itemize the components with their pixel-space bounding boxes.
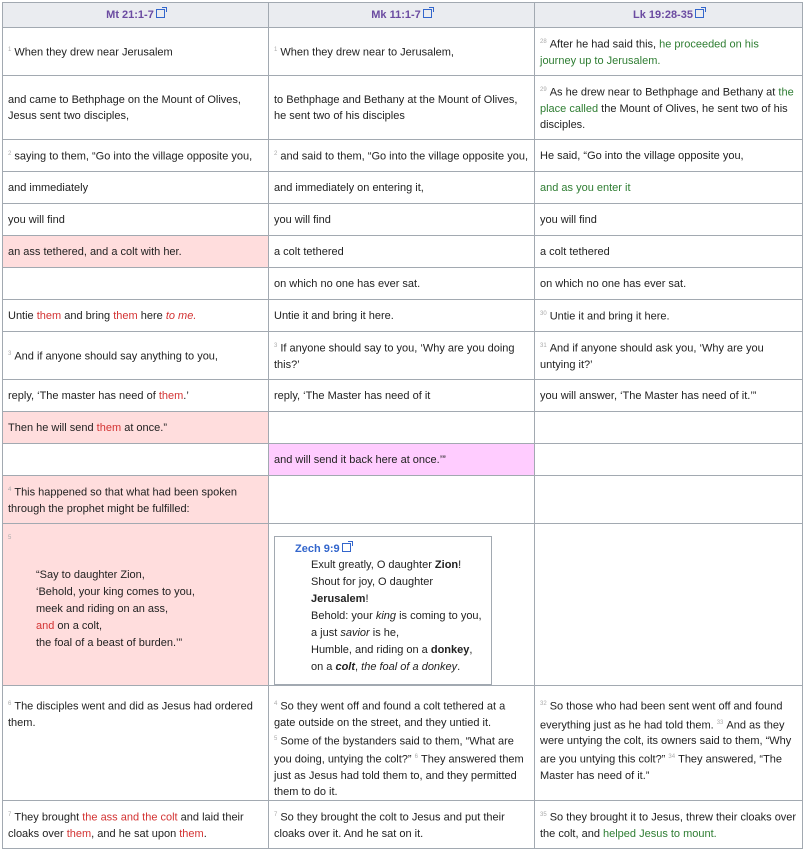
quote-line: ‘Behold, your king comes to you,: [36, 585, 195, 598]
header-lk: [535, 3, 803, 28]
cell-text: Shout for joy, O daughter: [311, 576, 434, 588]
verse-number: 3: [8, 351, 12, 358]
cell-text: And if anyone should ask you, ‘Why are you untying it?’: [540, 342, 764, 371]
cell-lk: [535, 76, 803, 140]
external-link-icon[interactable]: [423, 9, 432, 18]
verse-number: 28: [540, 39, 547, 46]
cell-text-bold: Jerusalem: [311, 593, 366, 605]
quote-line: [311, 608, 491, 625]
cell-text-bold: donkey: [430, 644, 470, 656]
cell-mk: [269, 380, 535, 412]
table-row: [3, 412, 803, 444]
cell-lk: [535, 268, 803, 300]
cell-text-red: and: [36, 619, 55, 632]
cell-text-green: the place called: [540, 86, 794, 115]
header-mk-link[interactable]: Mk 11:1-7: [371, 9, 421, 21]
cell-text: Untie it and bring it here.: [274, 309, 394, 322]
header-mt: [3, 3, 269, 28]
cell-text: reply, ‘The master has need of: [8, 389, 159, 402]
cell-text: They answered them just as Jesus had told them to, and they permitted them to do it.: [274, 753, 524, 798]
cell-text: you will find: [274, 213, 331, 226]
external-link-icon[interactable]: [156, 9, 165, 18]
cell-text: .: [203, 827, 207, 840]
cell-text-italic: the foal of a donkey: [361, 661, 458, 673]
cell-mk: [269, 172, 535, 204]
cell-text: Behold: your: [311, 610, 376, 622]
quote-line: [311, 659, 491, 676]
cell-text: .: [457, 661, 461, 673]
cell-text: So those who had been sent went off and found everything just as he had told them.: [540, 700, 783, 732]
cell-text: a colt tethered: [540, 245, 610, 258]
cell-lk: [535, 236, 803, 268]
prophecy-quote: [8, 549, 263, 652]
cell-text: saying to them, “Go into the village opposite you,: [14, 150, 253, 163]
cell-text-red: to me.: [165, 309, 197, 322]
cell-text: And if anyone should say anything to you,: [14, 350, 218, 363]
cell-mk: [269, 268, 535, 300]
table-row: [3, 236, 803, 268]
cell-mt: [3, 268, 269, 300]
cell-mk: [269, 204, 535, 236]
cell-mt: [3, 380, 269, 412]
verse-number: 3: [274, 343, 278, 350]
cell-text: Then he will send: [8, 421, 97, 434]
cell-text: a just: [311, 627, 341, 639]
cell-text: Untie: [8, 309, 37, 322]
table-row: [3, 172, 803, 204]
cell-text: Untie it and bring it here.: [549, 310, 670, 323]
cell-text-italic: savior: [340, 627, 370, 639]
cell-mt: [3, 800, 269, 848]
verse-number: 33: [716, 719, 724, 726]
cell-text-red: them: [179, 827, 204, 840]
cell-mk: [269, 412, 535, 444]
cell-mt: [3, 172, 269, 204]
external-link-icon[interactable]: [342, 543, 351, 552]
cell-mt: [3, 236, 269, 268]
cell-mk: [269, 332, 535, 380]
table-row: [3, 380, 803, 412]
cell-text: As he drew near to Bethphage and Bethany at: [549, 86, 779, 99]
verse-number: 6: [8, 701, 12, 707]
quote-line: the foal of a beast of burden.’”: [36, 636, 183, 649]
cell-text-green: and as you enter it: [540, 181, 631, 194]
cell-mt: [3, 140, 269, 172]
verse-number: 35: [540, 812, 547, 819]
zechariah-title[interactable]: Zech 9:9: [295, 543, 340, 555]
cell-lk: [535, 476, 803, 524]
cell-text-bold: Zion: [434, 559, 459, 571]
cell-text: If anyone should say to you, ‘Why are you doing this?’: [274, 342, 515, 371]
cell-text: reply, ‘The Master has need of it: [274, 389, 431, 402]
cell-lk: [535, 300, 803, 332]
quote-line: [311, 557, 491, 574]
table-row: [3, 524, 803, 686]
cell-lk: [535, 204, 803, 236]
verse-number: 4: [8, 487, 12, 494]
cell-text: a colt tethered: [274, 245, 344, 258]
cell-text: you will find: [540, 213, 597, 226]
cell-text: Some of the bystanders said to them, “What are you doing, untying the colt?”: [274, 735, 514, 766]
cell-text: and will send it back here at once.’”: [274, 453, 446, 466]
header-mt-link[interactable]: Mt 21:1-7: [106, 9, 154, 21]
table-row: [3, 800, 803, 848]
cell-text: is coming to you,: [396, 610, 482, 622]
cell-mt: [3, 444, 269, 476]
cell-mt: [3, 686, 269, 801]
cell-mk: [269, 28, 535, 76]
cell-text: and bring: [61, 309, 114, 322]
cell-text: Exult greatly, O daughter: [311, 559, 435, 571]
cell-mk: [269, 800, 535, 848]
cell-text: and immediately on entering it,: [274, 181, 424, 194]
cell-text: and came to Bethphage on the Mount of Olives, Jesus sent two disciples,: [8, 93, 241, 122]
cell-text-red: them: [36, 309, 62, 322]
quote-line: [311, 625, 491, 642]
cell-text: ,: [469, 644, 473, 656]
cell-lk: [535, 524, 803, 686]
table-row: [3, 140, 803, 172]
cell-text-green: helped Jesus to mount.: [603, 827, 717, 840]
cell-text: The disciples went and did as Jesus had ordered them.: [8, 700, 253, 729]
cell-text: Humble, and riding on a: [311, 644, 431, 656]
cell-mt: [3, 204, 269, 236]
cell-text: at once.”: [121, 421, 167, 434]
cell-lk: [535, 444, 803, 476]
table-row: [3, 686, 803, 801]
verse-number: 30: [540, 311, 547, 318]
header-row: [3, 3, 803, 28]
table-row: [3, 332, 803, 380]
verse-number: 32: [540, 701, 547, 707]
quote-line: [311, 574, 491, 608]
header-mk: [269, 3, 535, 28]
cell-mt: [3, 412, 269, 444]
zechariah-box: [274, 536, 492, 685]
table-row: [3, 204, 803, 236]
cell-mk: [269, 686, 535, 801]
cell-text: on a colt,: [54, 619, 103, 632]
cell-text-red: them: [96, 421, 122, 434]
table-row: [3, 476, 803, 524]
cell-lk: [535, 412, 803, 444]
cell-text: !: [365, 593, 369, 605]
cell-mk: [269, 236, 535, 268]
cell-text: When they drew near Jerusalem: [14, 46, 173, 59]
table-row: [3, 28, 803, 76]
verse-number: 29: [540, 87, 547, 94]
cell-text: on a: [311, 661, 336, 673]
cell-mt: [3, 524, 269, 686]
verse-number: 5: [8, 535, 12, 541]
verse-number: 7: [8, 812, 12, 819]
cell-text: to Bethphage and Bethany at the Mount of Olives, he sent two of his disciples: [274, 93, 518, 122]
verse-number: 2: [274, 151, 278, 158]
cell-text-italic: king: [375, 610, 397, 622]
cell-text: He said, “Go into the village opposite you,: [540, 149, 744, 162]
cell-text: the Mount of Olives, he sent two of his disciples.: [540, 102, 788, 131]
quote-line: meek and riding on an ass,: [36, 602, 169, 615]
cell-mt: [3, 476, 269, 524]
cell-text: on which no one has ever sat.: [540, 277, 687, 290]
cell-lk: [535, 800, 803, 848]
cell-lk: [535, 140, 803, 172]
cell-text: and laid their cloaks over: [8, 811, 244, 840]
cell-text: ,: [355, 661, 362, 673]
table-row: [3, 76, 803, 140]
cell-text: , and he sat upon: [91, 827, 180, 840]
cell-text: So they brought it to Jesus, threw their cloaks over the colt, and: [540, 811, 797, 840]
cell-lk: [535, 380, 803, 412]
cell-text-red: them: [113, 309, 138, 322]
cell-text: They brought: [14, 811, 83, 824]
quote-line: [311, 642, 491, 659]
cell-lk: [535, 686, 803, 801]
cell-text: is he,: [369, 627, 400, 639]
cell-mt: [3, 28, 269, 76]
cell-text: an ass tethered, and a colt with her.: [8, 245, 182, 258]
cell-text-bold-italic: colt: [335, 661, 356, 673]
zechariah-link[interactable]: [275, 541, 491, 557]
cell-text-red: them: [158, 389, 184, 402]
verse-number: 2: [8, 151, 12, 158]
quote-line: [36, 618, 263, 635]
cell-text: you will find: [8, 213, 65, 226]
zechariah-lines: [275, 557, 491, 676]
verse-number: 7: [274, 812, 278, 819]
verse-number: 6: [414, 754, 418, 761]
cell-mk: [269, 140, 535, 172]
cell-text: on which no one has ever sat.: [274, 277, 421, 290]
verse-number: 31: [540, 343, 547, 350]
synoptic-table: [2, 2, 803, 849]
header-lk-link[interactable]: Lk 19:28-35: [633, 9, 693, 21]
cell-text: .’: [183, 389, 189, 402]
table-row: [3, 444, 803, 476]
cell-mt: [3, 300, 269, 332]
verse-number: 1: [274, 47, 278, 54]
cell-text: here: [137, 309, 166, 322]
cell-text-red: the ass and the colt: [82, 811, 178, 824]
verse-number: 1: [8, 47, 12, 54]
cell-mt: [3, 76, 269, 140]
cell-text: After he had said this,: [549, 38, 660, 51]
cell-mt: [3, 332, 269, 380]
cell-text-green: he proceeded on his journey up to Jerusalem.: [540, 38, 759, 67]
cell-lk: [535, 28, 803, 76]
cell-text: and immediately: [8, 181, 89, 194]
cell-text: So they went off and found a colt tethered at a gate outside on the street, and they untied it.: [274, 700, 506, 729]
cell-text-red: them: [66, 827, 92, 840]
cell-text: !: [458, 559, 462, 571]
external-link-icon[interactable]: [695, 9, 704, 18]
cell-lk: [535, 332, 803, 380]
cell-text: So they brought the colt to Jesus and put their cloaks over it. And he sat on it.: [274, 811, 505, 840]
cell-text: When they drew near to Jerusalem,: [280, 46, 454, 59]
verse-number: 4: [274, 701, 278, 707]
cell-text: you will answer, ‘The Master has need of it.’”: [540, 389, 757, 402]
cell-mk: [269, 476, 535, 524]
cell-lk: [535, 172, 803, 204]
cell-mk: [269, 524, 535, 686]
cell-mk: [269, 300, 535, 332]
table-row: [3, 300, 803, 332]
quote-line: “Say to daughter Zion,: [36, 568, 145, 581]
verse-number: 5: [274, 735, 278, 742]
cell-mk: [269, 444, 535, 476]
verse-number: 34: [668, 754, 676, 761]
cell-text: This happened so that what had been spoken through the prophet might be fulfilled:: [8, 486, 237, 515]
cell-text: and said to them, “Go into the village opposite you,: [280, 150, 528, 163]
cell-text: And as they were untying the colt, its owners said to them, “Why are you untying this colt?”: [540, 719, 792, 766]
cell-text: They answered, “The Master has need of it.”: [540, 753, 783, 782]
table-row: [3, 268, 803, 300]
cell-mk: [269, 76, 535, 140]
